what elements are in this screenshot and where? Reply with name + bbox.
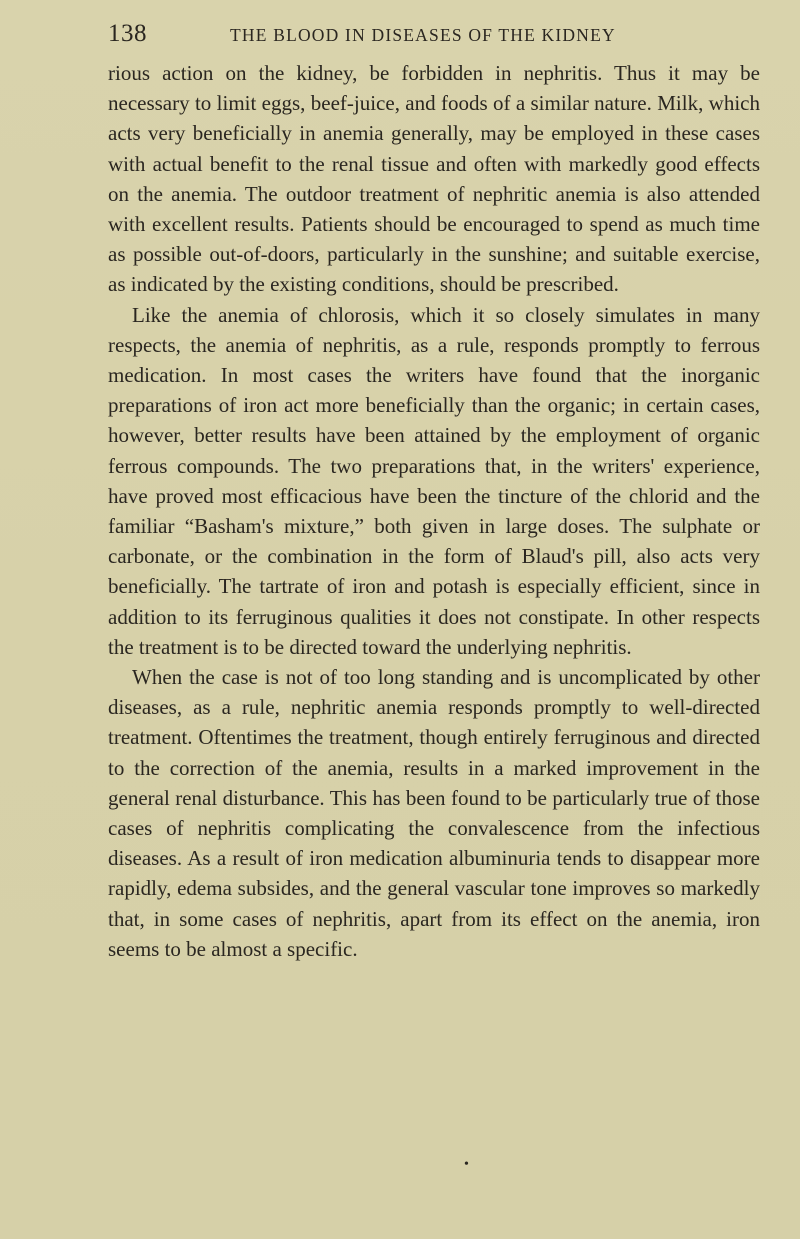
stray-ink-mark: • (464, 1157, 469, 1172)
running-title: THE BLOOD IN DISEASES OF THE KIDNEY (230, 25, 616, 45)
page-number: 138 (108, 20, 147, 47)
paragraph-iron-therapy: Like the anemia of chlorosis, which it so closely simulates in many respects, the anemia of nephritis, as a rule, responds promptly to ferrous medication. In most cases the writers have found that the inorganic preparations of iron act more beneficially than the organic; in certain cases, however, better results have been attained by the employment of organic ferrous compounds. The two preparations that, in the writers' experience, have proved most efficacious have been the tincture of the chlorid and the familiar “Basham's mixture,” both given in large doses. The sulphate or carbonate, or the combination in the form of Blaud's pill, also acts very beneficially. The tartrate of iron and potash is especially efficient, since in addition to its ferruginous qualities it does not constipate. In other respects the treatment is to be directed toward the underlying nephritis. (108, 302, 760, 659)
body-text (108, 58, 760, 964)
paragraph-continuation: rious action on the kidney, be forbidden in nephritis. Thus it may be necessary to limit eggs, beef-juice, and foods of a similar nature. Milk, which acts very beneficially in anemia generally, may be employed in these cases with actual benefit to the renal tissue and often with markedly good effects on the anemia. The outdoor treatment of nephritic anemia is also attended with excellent results. Patients should be encouraged to spend as much time as possible out-of-doors, particularly in the sunshine; and suitable exercise, as indicated by the existing conditions, should be prescribed. (108, 61, 760, 297)
running-head (108, 20, 760, 48)
paragraph-treatment-response: When the case is not of too long standing and is uncomplicated by other diseases, as a rule, nephritic anemia responds promptly to well-directed treatment. Oftentimes the treatment, though entirely ferruginous and directed to the correction of the anemia, results in a marked improvement in the general renal disturbance. This has been found to be particularly true of those cases of nephritis complicating the convalescence from the infectious diseases. As a result of iron medication albuminuria tends to disappear more rapidly, edema subsides, and the general vascular tone improves so markedly that, in some cases of nephritis, apart from its effect on the anemia, iron seems to be almost a specific. (108, 665, 760, 961)
